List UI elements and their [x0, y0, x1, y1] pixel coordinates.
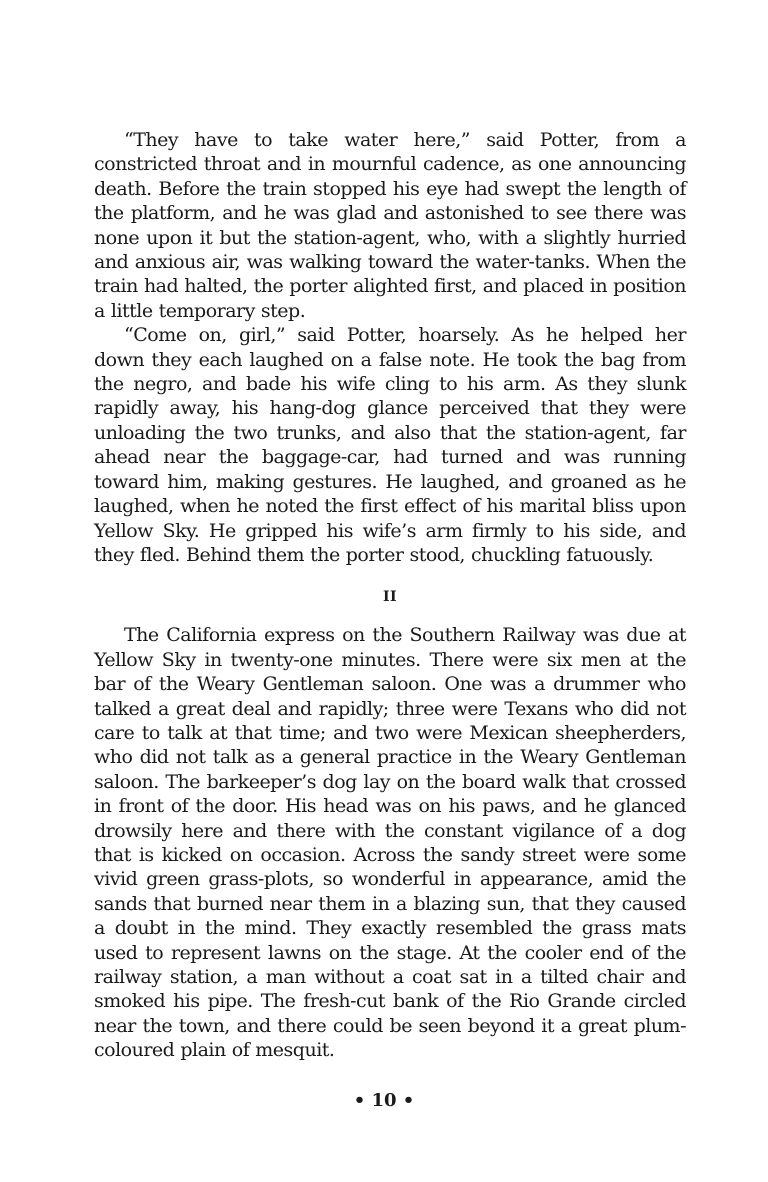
- paragraph-potter-water: “They have to take water here,” said Potter, from a constricted throat and in mournful cadence, as one announcing death. Before the train stopped his eye had swept the length of the platform, and he was glad and astonished to see there was none upon it but the station-agent, who, with a slightly hurried and anxious air, was walking toward the water-tanks. When the train had halted, the porter alighted first, and placed in position a little temporary step.: [94, 129, 686, 322]
- section-heading: II: [382, 589, 398, 606]
- page-body: [94, 128, 686, 1063]
- paragraph-california-express: The California express on the Southern Railway was due at Yellow Sky in twenty-one minutes. There were six men at the bar of the Weary Gentleman saloon. One was a drummer who talked a great deal and rapidly; three were Texans who did not care to talk at that time; and two were Mexican sheepherders, who did not talk as a general practice in the Weary Gentleman saloon. The barkeeper’s dog lay on the board walk that crossed in front of the door. His head was on his paws, and he glanced drowsily here and there with the constant vigilance of a dog that is kicked on occasion. Across the sandy street were some vivid green grass-plots, so wonderful in appearance, amid the sands that burned near them in a blazing sun, that they caused a doubt in the mind. They exactly resembled the grass mats used to represent lawns on the stage. At the cooler end of the railway station, a man without a coat sat in a tilted chair and smoked his pipe. The fresh-cut bank of the Rio Grande circled near the town, and there could be seen beyond it a great plum-coloured plain of mesquit.: [94, 624, 686, 1062]
- page-number: • 10 •: [353, 1090, 415, 1111]
- paragraph-come-on-girl: “Come on, girl,” said Potter, hoarsely. As he helped her down they each laughed on a false note. He took the bag from the negro, and bade his wife cling to his arm. As they slunk rapidly away, his hang-dog glance perceived that they were unloading the two trunks, and also that the station-agent, far ahead near the baggage-car, had turned and was running toward him, making gestures. He laughed, and groaned as he laughed, when he noted the first effect of his marital bliss upon Yellow Sky. He gripped his wife’s arm firmly to his side, and they fled. Behind them the porter stood, chuckling fatuously.: [94, 324, 686, 566]
